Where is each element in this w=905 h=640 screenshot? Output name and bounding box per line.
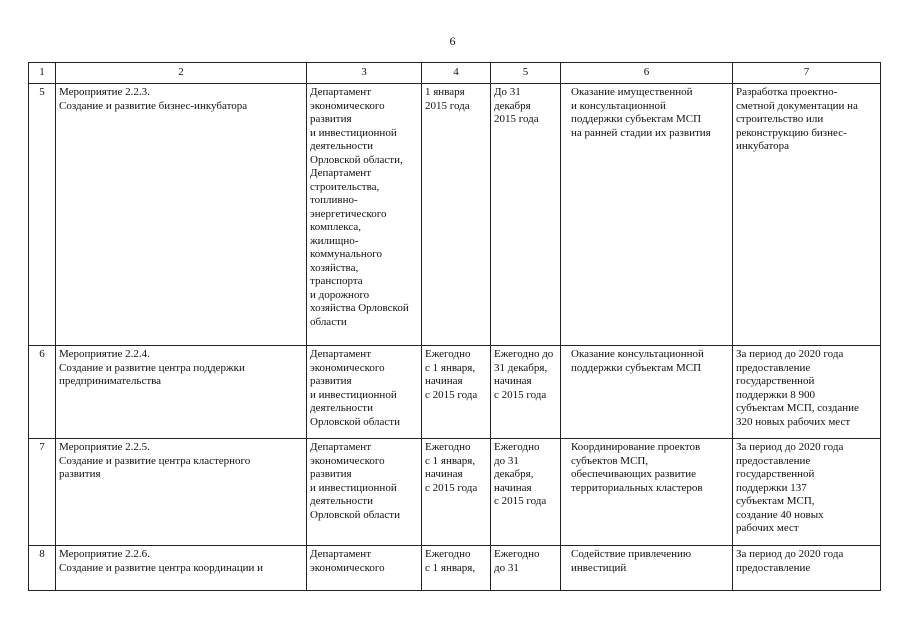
activity-cell: Мероприятие 2.2.5. Создание и развитие центра кластерного развития (56, 439, 307, 546)
column-header: 2 (56, 63, 307, 84)
column-header: 5 (491, 63, 561, 84)
end-date-cell: Ежегодно до 31 декабря, начиная с 2015 года (491, 439, 561, 546)
activity-cell: Мероприятие 2.2.6. Создание и развитие центра координации и (56, 546, 307, 591)
end-date-cell: Ежегодно до 31 декабря, начиная с 2015 года (491, 346, 561, 439)
column-header: 4 (422, 63, 491, 84)
column-header: 1 (29, 63, 56, 84)
row-number: 5 (29, 84, 56, 346)
column-header: 7 (733, 63, 881, 84)
table-header-row (29, 63, 881, 84)
activity-cell: Мероприятие 2.2.4. Создание и развитие центра поддержки предпринимательства (56, 346, 307, 439)
end-date-cell: Ежегодно до 31 (491, 546, 561, 591)
end-date-cell: До 31 декабря 2015 года (491, 84, 561, 346)
row-number: 8 (29, 546, 56, 591)
column-header: 3 (307, 63, 422, 84)
start-date-cell: Ежегодно с 1 января, начиная с 2015 года (422, 346, 491, 439)
start-date-cell: 1 января 2015 года (422, 84, 491, 346)
start-date-cell: Ежегодно с 1 января, начиная с 2015 года (422, 439, 491, 546)
executor-cell: Департамент экономического развития и инвестиционной деятельности Орловской области, Департамент строительства, топливно- энергетического комплекса, жилищно- коммунального хозяйства, транспорта и дорожного хозяйства Орловской области (307, 84, 422, 346)
content-cell: Содействие привлечению инвестиций (561, 546, 733, 591)
executor-cell: Департамент экономического развития и инвестиционной деятельности Орловской области (307, 346, 422, 439)
content-cell: Оказание консультационной поддержки субъектам МСП (561, 346, 733, 439)
executor-cell: Департамент экономического развития и инвестиционной деятельности Орловской области (307, 439, 422, 546)
content-cell: Координирование проектов субъектов МСП, обеспечивающих развитие территориальных кластеров (561, 439, 733, 546)
result-cell: Разработка проектно- сметной документации на строительство или реконструкцию бизнес- инкубатора (733, 84, 881, 346)
page-number: 6 (449, 34, 456, 48)
table-row (29, 84, 881, 346)
table-row (29, 439, 881, 546)
executor-cell: Департамент экономического (307, 546, 422, 591)
column-header: 6 (561, 63, 733, 84)
result-cell: За период до 2020 года предоставление государственной поддержки 137 субъектам МСП, создание 40 новых рабочих мест (733, 439, 881, 546)
content-cell: Оказание имущественной и консультационной поддержки субъектам МСП на ранней стадии их развития (561, 84, 733, 346)
result-cell: За период до 2020 года предоставление государственной поддержки 8 900 субъектам МСП, создание 320 новых рабочих мест (733, 346, 881, 439)
result-cell: За период до 2020 года предоставление (733, 546, 881, 591)
table-row (29, 346, 881, 439)
row-number: 7 (29, 439, 56, 546)
activity-cell: Мероприятие 2.2.3. Создание и развитие бизнес-инкубатора (56, 84, 307, 346)
program-activities-table (28, 62, 881, 591)
table-row (29, 546, 881, 591)
row-number: 6 (29, 346, 56, 439)
start-date-cell: Ежегодно с 1 января, (422, 546, 491, 591)
